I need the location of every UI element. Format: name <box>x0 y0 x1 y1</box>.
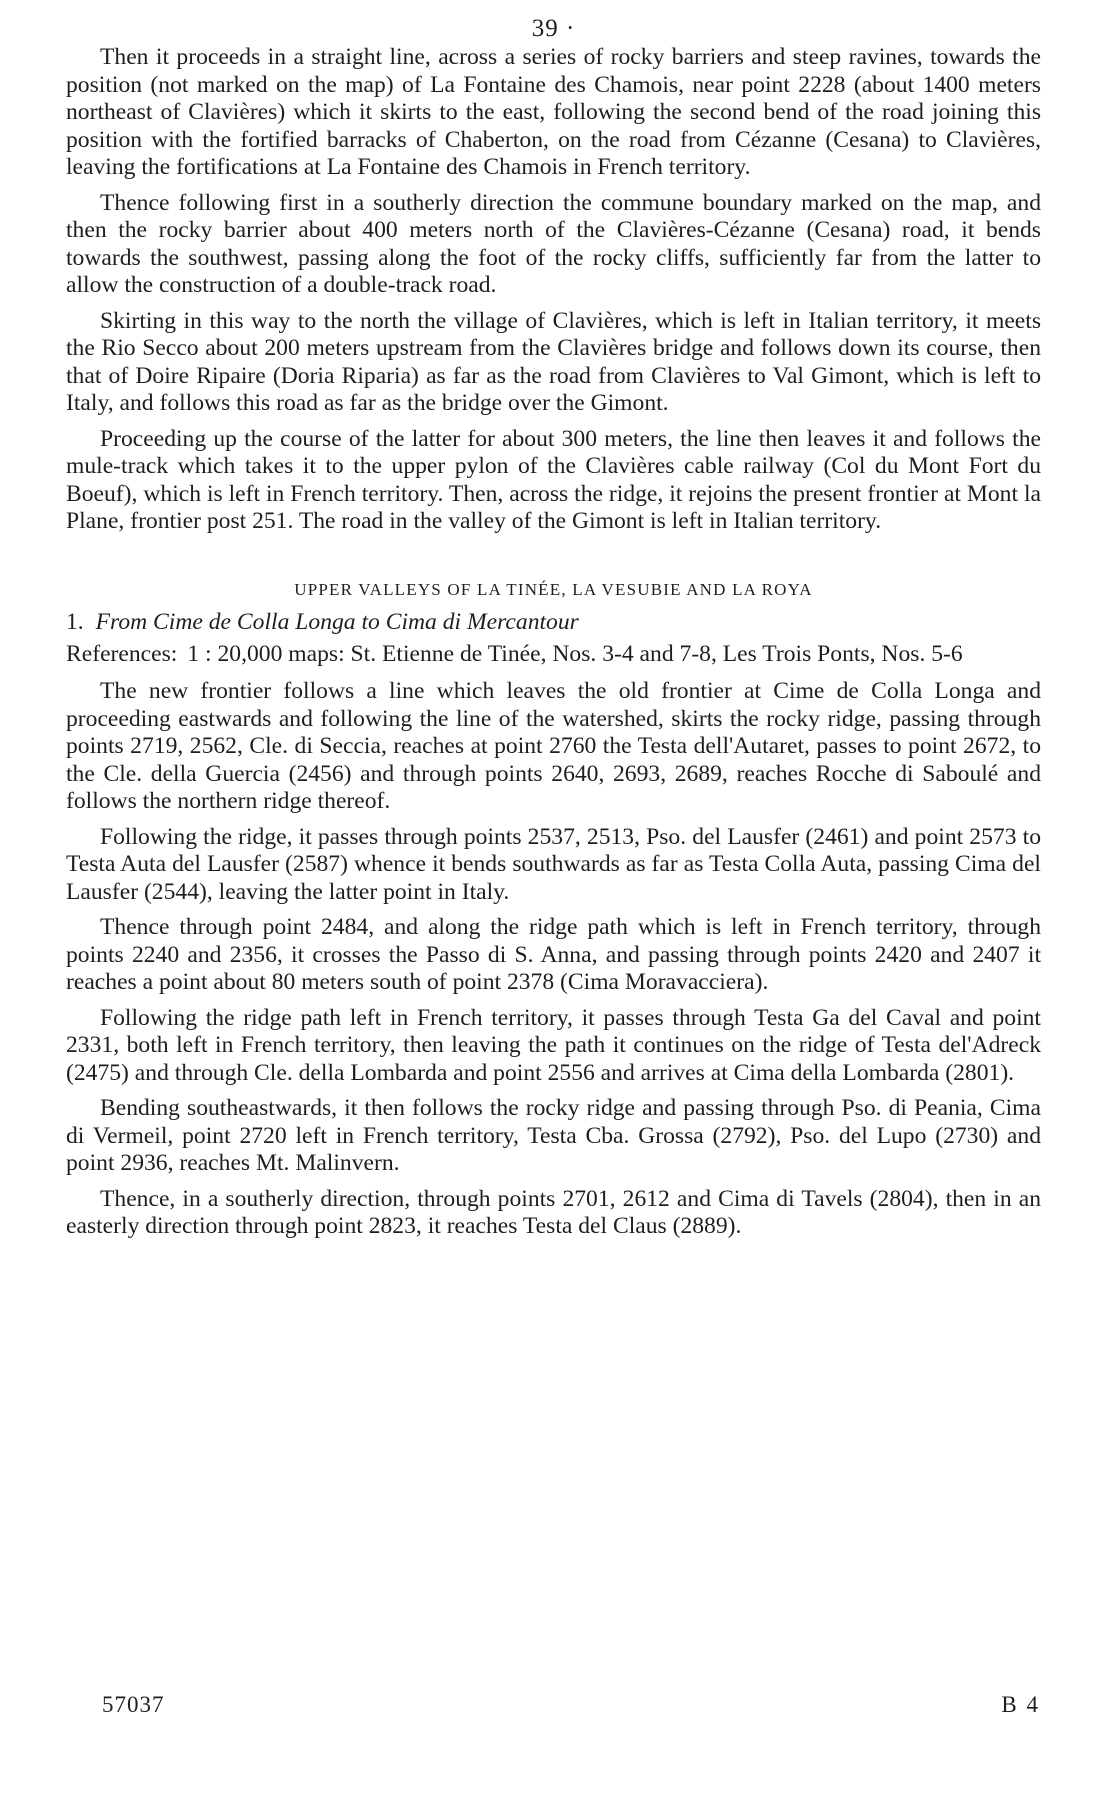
paragraph-bottom-3: Thence through point 2484, and along the ridge path which is left in French territory, through points 2240 and 2356, it crosses the Passo di S. Anna, and passing through points 2420 and 2407 it reaches a point about 80 meters south of point 2378 (Cima Moravacciera). <box>66 914 1041 995</box>
page-number: 39 · <box>531 15 576 42</box>
paragraph-bottom-5: Bending southeastwards, it then follows the rocky ridge and passing through Pso. di Peania, Cima di Vermeil, point 2720 left in French territory, Testa Cba. Grossa (2792), Pso. del Lupo (2730) and point 2936, reaches Mt. Malinvern. <box>66 1095 1041 1176</box>
subsection-number: 1. <box>66 608 84 635</box>
footer-signature-mark: B 4 <box>1001 1692 1040 1717</box>
references-text: 1 : 20,000 maps: St. Etienne de Tinée, Nos. 3-4 and 7-8, Les Trois Ponts, Nos. 5-6 <box>187 640 963 667</box>
paragraph-top-4: Proceeding up the course of the latter for about 300 meters, the line then leaves it and follows the mule-track which takes it to the upper pylon of the Clavières cable railway (Col du Mont Fort du Boeuf), which is left in French territory. Then, across the ridge, it rejoins the present frontier at Mont la Plane, frontier post 251. The road in the valley of the Gimont is left in Italian territory. <box>66 425 1041 534</box>
footer-print-number: 57037 <box>102 1692 165 1717</box>
paragraph-bottom-6: Thence, in a southerly direction, through points 2701, 2612 and Cima di Tavels (2804), then in an easterly direction through point 2823, it reaches Testa del Claus (2889). <box>66 1185 1041 1239</box>
paragraph-bottom-4: Following the ridge path left in French territory, it passes through Testa Ga del Caval and point 2331, both left in French territory, then leaving the path it continues on the ridge of Testa del'Adreck (2475) and through Cle. della Lombarda and point 2556 and arrives at Cima della Lombarda (2801). <box>66 1004 1041 1086</box>
paragraph-bottom-2: Following the ridge, it passes through points 2537, 2513, Pso. del Lausfer (2461) and point 2573 to Testa Auta del Lausfer (2587) whence it bends southwards as far as Testa Colla Auta, passing Cima del Lausfer (2544), leaving the latter point in Italy. <box>66 823 1041 905</box>
paragraph-top-2: Thence following first in a southerly direction the commune boundary marked on the map, and then the rocky barrier about 400 meters north of the Clavières-Cézanne (Cesana) road, it bends towards the southwest, passing along the foot of the rocky cliffs, sufficiently far from the latter to allow the construction of a double-track road. <box>66 189 1041 298</box>
page-footer <box>66 1690 1040 1720</box>
references-label: References: <box>66 640 178 667</box>
paragraph-top-1: Then it proceeds in a straight line, across a series of rocky barriers and steep ravines, towards the position (not marked on the map) of La Fontaine des Chamois, near point 2228 (about 1400 meters northeast of Clavières) which it skirts to the east, following the second bend of the road joining this position with the fortified barracks of Chaberton, on the road from Cézanne (Cesana) to Clavières, leaving the fortifications at La Fontaine des Chamois in French territory. <box>66 44 1041 180</box>
subsection-heading <box>66 608 1041 636</box>
paragraph-top-3: Skirting in this way to the north the village of Clavières, which is left in Italian territory, it meets the Rio Secco about 200 meters upstream from the Clavières bridge and follows down its course, then that of Doire Ripaire (Doria Riparia) as far as the road from Clavières to Val Gimont, which is left to Italy, and follows this road as far as the bridge over the Gimont. <box>66 307 1041 416</box>
subsection-title: From Cime de Colla Longa to Cima di Mercantour <box>95 608 579 635</box>
section-heading: UPPER VALLEYS OF LA TINÉE, LA VESUBIE AND LA ROYA <box>294 579 813 599</box>
paragraph-bottom-1: The new frontier follows a line which leaves the old frontier at Cime de Colla Longa and proceeding eastwards and following the line of the watershed, skirts the rocky ridge, passing through points 2719, 2562, Cle. di Seccia, reaches at point 2760 the Testa dell'Autaret, passes to point 2672, to the Cle. della Guercia (2456) and through points 2640, 2693, 2689, reaches Rocche di Saboulé and follows the northern ridge thereof. <box>66 678 1041 814</box>
document-page <box>66 14 1041 1249</box>
references-line <box>66 641 1041 669</box>
